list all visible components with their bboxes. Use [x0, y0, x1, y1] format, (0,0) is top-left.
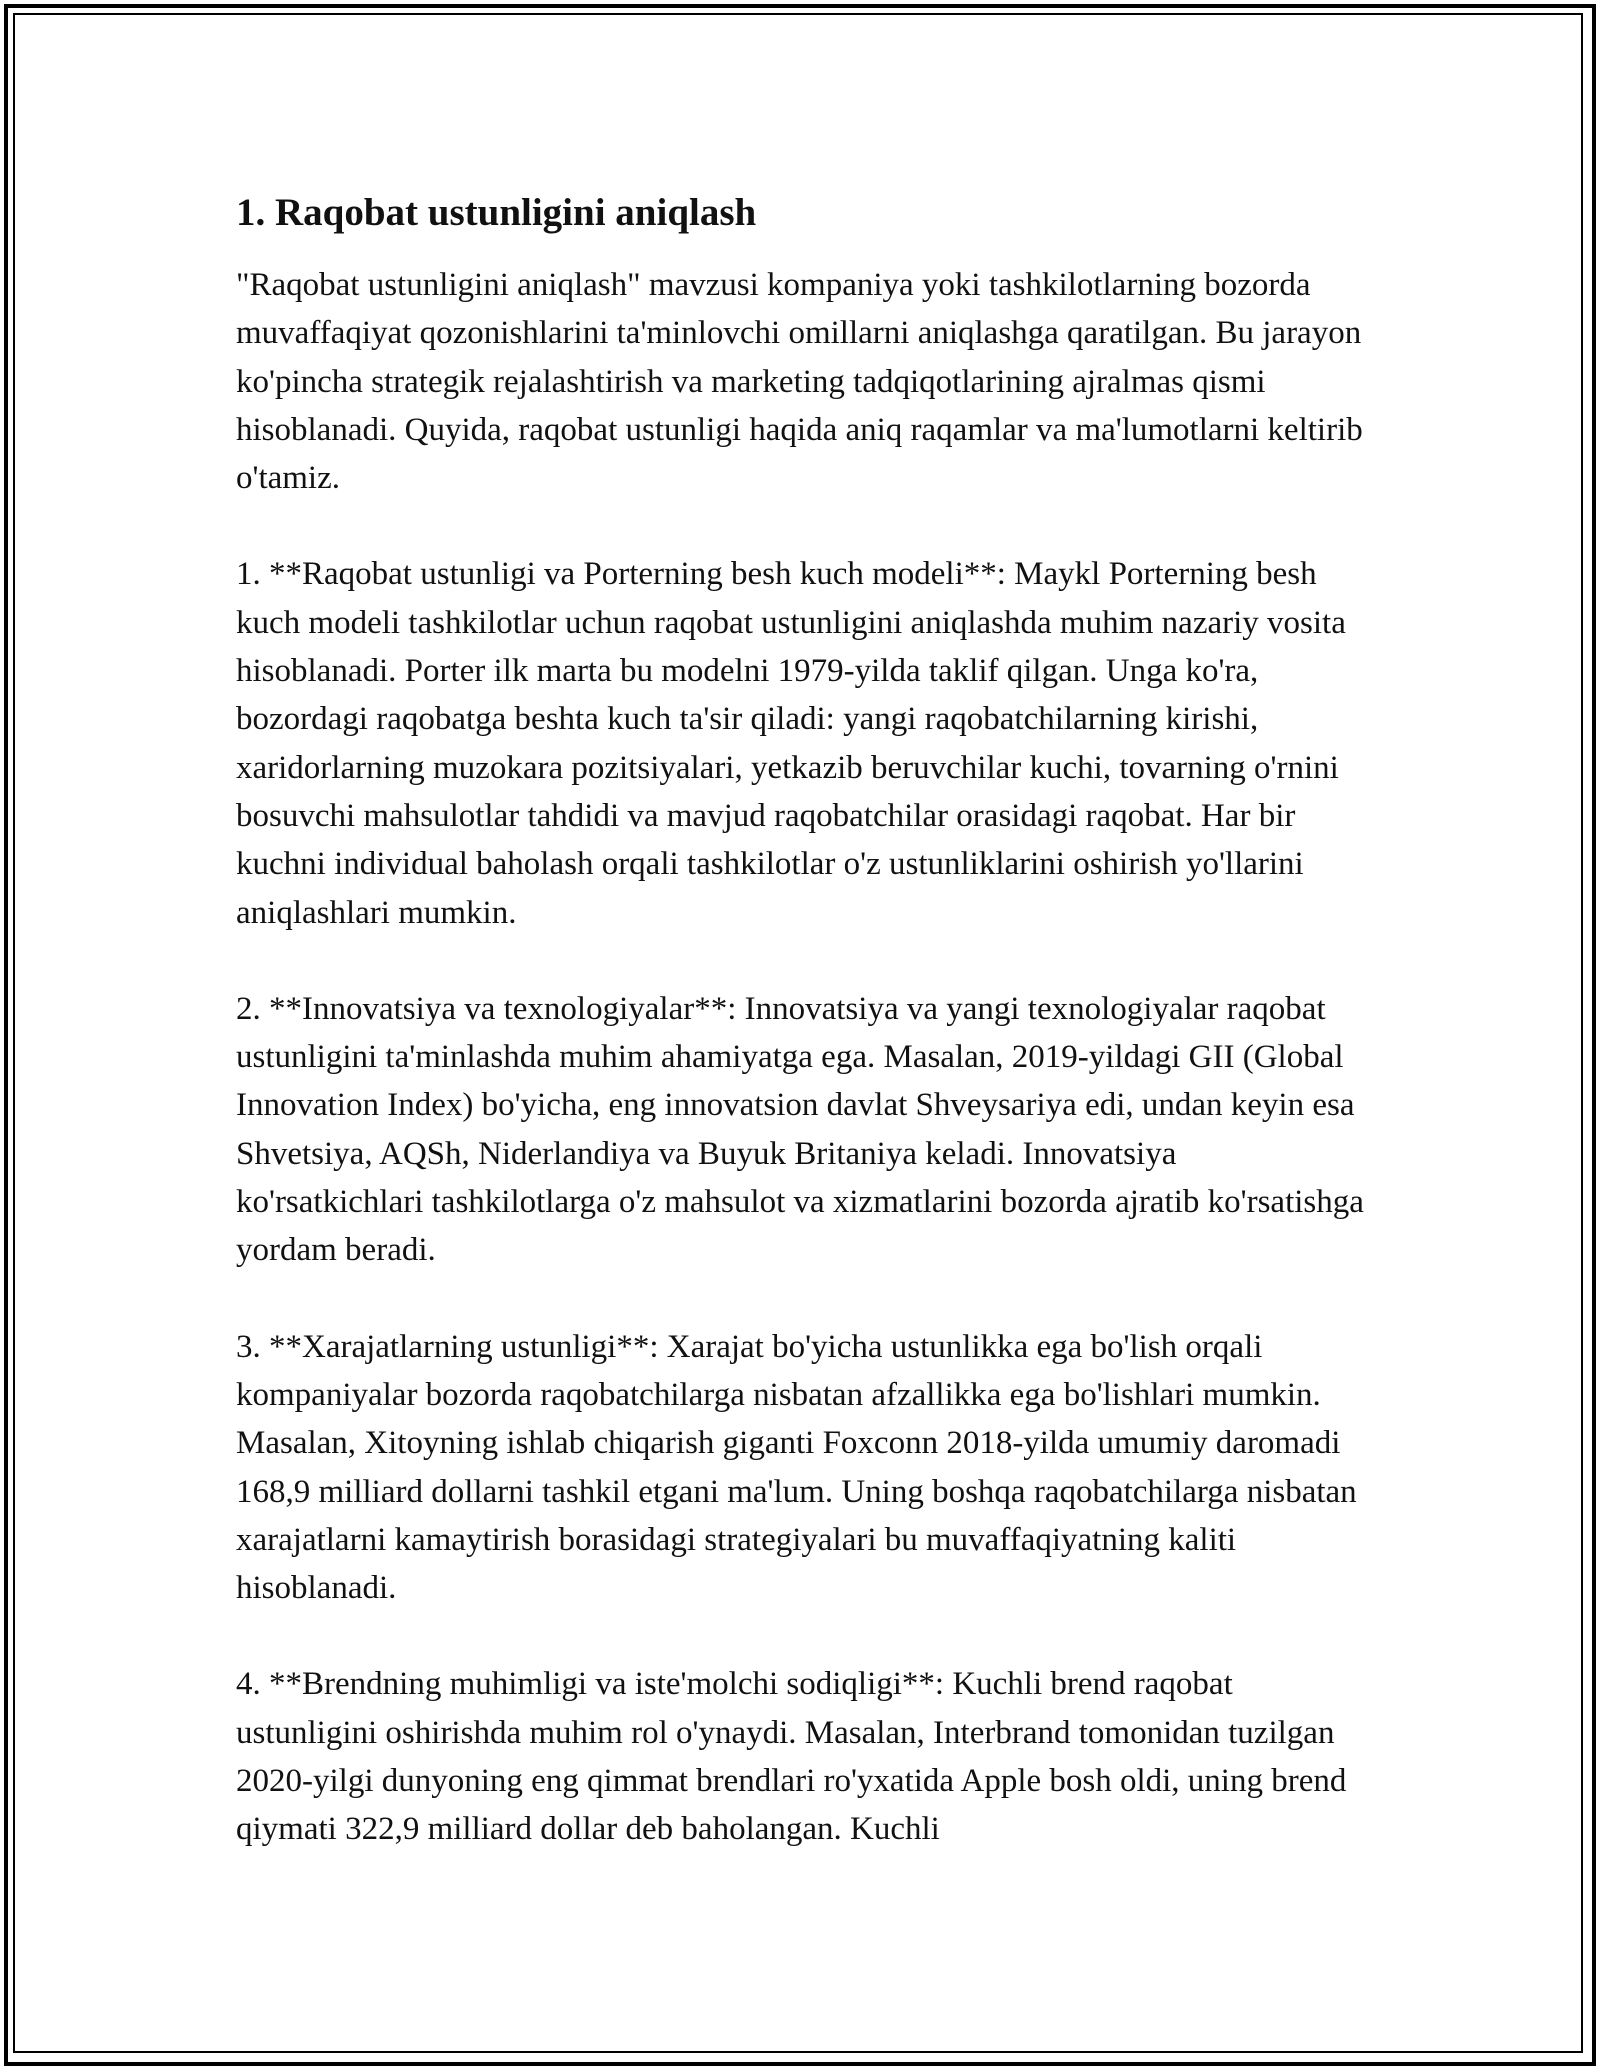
paragraph-cost-advantage: 3. **Xarajatlarning ustunligi**: Xarajat bo'yicha ustunlikka ega bo'lish orqali kompaniyalar bozorda raqobatchilarga nisbatan afzallikka ega bo'lishlari mumkin. Masalan, Xitoyning ishlab chiqarish giganti Foxconn 2018-yilda umumiy daromadi 168,9 milliard dollarni tashkil etgani ma'lum. Uning boshqa raqobatchilarga nisbatan xarajatlarni kamaytirish borasidagi strategiyalari bu muvaffaqiyatning kaliti hisoblanadi. — [236, 1328, 1357, 1607]
paragraph-innovation: 2. **Innovatsiya va texnologiyalar**: Innovatsiya va yangi texnologiyalar raqobat ustunligini ta'minlashda muhim ahamiyatga ega. Masalan, 2019-yildagi GII (Global Innovation Index) bo'yicha, eng innovatsion davlat Shveysariya edi, undan keyin esa Shvetsiya, AQSh, Niderlandiya va Buyuk Britaniya keladi. Innovatsiya ko'rsatkichlari tashkilotlarga o'z mahsulot va xizmatlarini bozorda ajratib ko'rsatishga yordam beradi. — [236, 990, 1364, 1269]
intro-paragraph: "Raqobat ustunligini aniqlash" mavzusi kompaniya yoki tashkilotlarning bozorda muvaffaqiyat qozonishlarini ta'minlovchi omillarni aniqlashga qaratilgan. Bu jarayon ko'pincha strategik rejalashtirish va marketing tadqiqotlarining ajralmas qismi hisoblanadi. Quyida, raqobat ustunligi haqida aniq raqamlar va ma'lumotlarni keltirib o'tamiz. — [236, 267, 1363, 497]
document-title: 1. Raqobat ustunligini aniqlash — [236, 191, 757, 234]
paragraph-brand-loyalty: 4. **Brendning muhimligi va iste'molchi sodiqligi**: Kuchli brend raqobat ustunligini oshirishda muhim rol o'ynaydi. Masalan, Interbrand tomonidan tuzilgan 2020-yilgi dunyoning eng qimmat brendlari ro'yxatida Apple bosh oldi, uning brend qiymati 322,9 milliard dollar deb baholangan. Kuchli — [236, 1666, 1347, 1848]
paragraph-porter-five-forces: 1. **Raqobat ustunligi va Porterning besh kuch modeli**: Maykl Porterning besh kuch modeli tashkilotlar uchun raqobat ustunligini aniqlashda muhim nazariy vosita hisoblanadi. Porter ilk marta bu modelni 1979-yilda taklif qilgan. Unga ko'ra, bozordagi raqobatga beshta kuch ta'sir qiladi: yangi raqobatchilarning kirishi, xaridorlarning muzokara pozitsiyalari, yetkazib beruvchilar kuchi, tovarning o'rnini bosuvchi mahsulotlar tahdidi va mavjud raqobatchilar orasidagi raqobat. Har bir kuchni individual baholash orqali tashkilotlar o'z ustunliklarini oshirish yo'llarini aniqlashlari mumkin. — [236, 556, 1346, 931]
document-body — [236, 188, 1366, 1902]
